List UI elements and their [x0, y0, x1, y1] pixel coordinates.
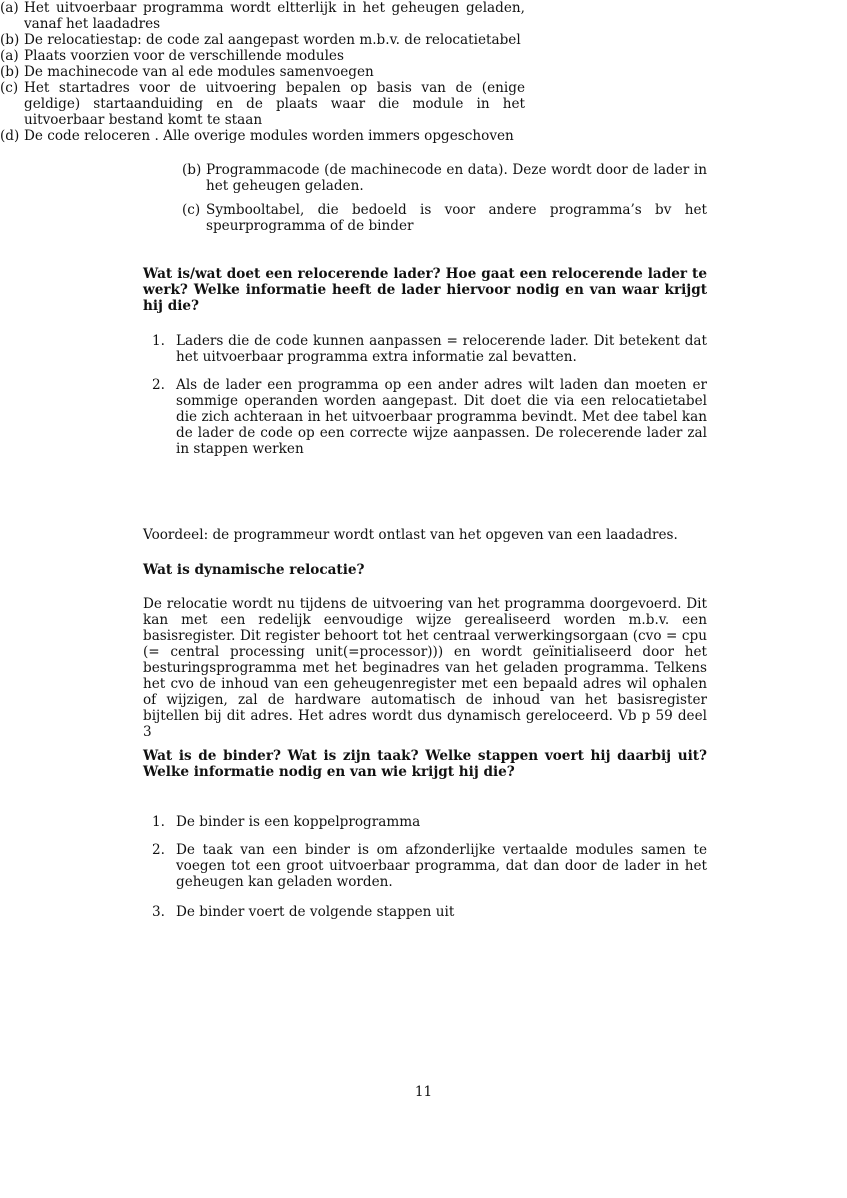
question-heading: Wat is dynamische relocatie?: [143, 562, 365, 578]
list-item: [0, 48, 525, 64]
list-marker: (a): [0, 0, 19, 16]
list-item: [0, 80, 525, 128]
list-item: [0, 32, 525, 48]
list-item-text: De machinecode van al ede modules samenvoegen: [24, 64, 374, 80]
list-item-text: De binder voert de volgende stappen uit: [176, 904, 455, 920]
list-marker: (b): [0, 64, 20, 80]
list-item-text: Het uitvoerbaar programma wordt eltterlijk in het geheugen geladen, vanaf het laadadres: [24, 0, 525, 32]
question-heading: Wat is/wat doet een relocerende lader? Hoe gaat een relocerende lader te werk? Welke informatie heeft de lader hiervoor nodig en van waar krijgt hij die?: [143, 266, 707, 314]
advantage-paragraph: Voordeel: de programmeur wordt ontlast van het opgeven van een laadadres.: [143, 527, 678, 543]
numbered-item: [152, 333, 707, 365]
list-item: [182, 162, 707, 194]
list-item-text: Symbooltabel, die bedoeld is voor andere programma’s bv het speurprogramma of de binder: [206, 202, 707, 234]
question-heading: Wat is de binder? Wat is zijn taak? Welke stappen voert hij daarbij uit? Welke informatie nodig en van wie krijgt hij die?: [143, 748, 707, 780]
body-paragraph: De relocatie wordt nu tijdens de uitvoering van het programma doorgevoerd. Dit kan met een redelijk eenvoudige wijze gerealiseerd worden m.b.v. een basisregister. Dit register behoort tot het centraal verwerkingsorgaan (cvo = cpu (= central processing unit(=processor))) en wordt geïnitialiseerd door het besturingsprogramma met het beginadres van het geladen programma. Telkens het cvo de inhoud van een geheugenregister met een bepaald adres wil ophalen of wijzigen, zal de hardware automatisch de inhoud van het basisregister bijtellen bij dit adres. Het adres wordt dus dynamisch gereloceerd. Vb p 59 deel 3: [143, 596, 707, 740]
numbered-item: [152, 904, 707, 920]
list-item-text: De taak van een binder is om afzonderlijke vertaalde modules samen te voegen tot een groot uitvoerbaar programma, dat dan door de lader in het geheugen kan geladen worden.: [176, 842, 707, 890]
list-marker: 1.: [152, 333, 165, 349]
list-marker: (a): [0, 48, 19, 64]
page-number: 11: [414, 1084, 433, 1100]
list-item-text: Laders die de code kunnen aanpassen = relocerende lader. Dit betekent dat het uitvoerbaar programma extra informatie zal bevatten.: [176, 333, 707, 365]
list-item: [0, 128, 525, 144]
numbered-item: [152, 377, 707, 457]
list-marker: 2.: [152, 842, 165, 858]
list-item-text: Het startadres voor de uitvoering bepalen op basis van de (enige geldige) startaanduiding en de plaats waar die module in het uitvoerbaar bestand komt te staan: [24, 80, 525, 128]
list-item: [0, 0, 525, 32]
numbered-item: [152, 814, 707, 830]
list-item: [0, 64, 525, 80]
list-item-text: Als de lader een programma op een ander adres wilt laden dan moeten er sommige operanden worden aangepast. Dit doet die via een relocatietabel die zich achteraan in het uitvoerbaar programma bevindt. Met dee tabel kan de lader de code op een correcte wijze aanpassen. De rolecerende lader zal in stappen werken: [176, 377, 707, 457]
list-marker: (c): [0, 80, 19, 96]
list-item-text: Programmacode (de machinecode en data). Deze wordt door de lader in het geheugen geladen.: [206, 162, 707, 194]
list-marker: (d): [0, 128, 20, 144]
list-item-text: Plaats voorzien voor de verschillende modules: [24, 48, 344, 64]
list-marker: (b): [182, 162, 202, 178]
list-marker: (b): [0, 32, 20, 48]
list-item: [182, 202, 707, 234]
list-item-text: De relocatiestap: de code zal aangepast worden m.b.v. de relocatietabel: [24, 32, 521, 48]
list-item-text: De binder is een koppelprogramma: [176, 814, 421, 830]
numbered-item: [152, 842, 707, 890]
list-item-text: De code reloceren . Alle overige modules worden immers opgeschoven: [24, 128, 514, 144]
list-marker: 3.: [152, 904, 165, 920]
list-marker: 1.: [152, 814, 165, 830]
list-marker: 2.: [152, 377, 165, 393]
list-marker: (c): [182, 202, 201, 218]
